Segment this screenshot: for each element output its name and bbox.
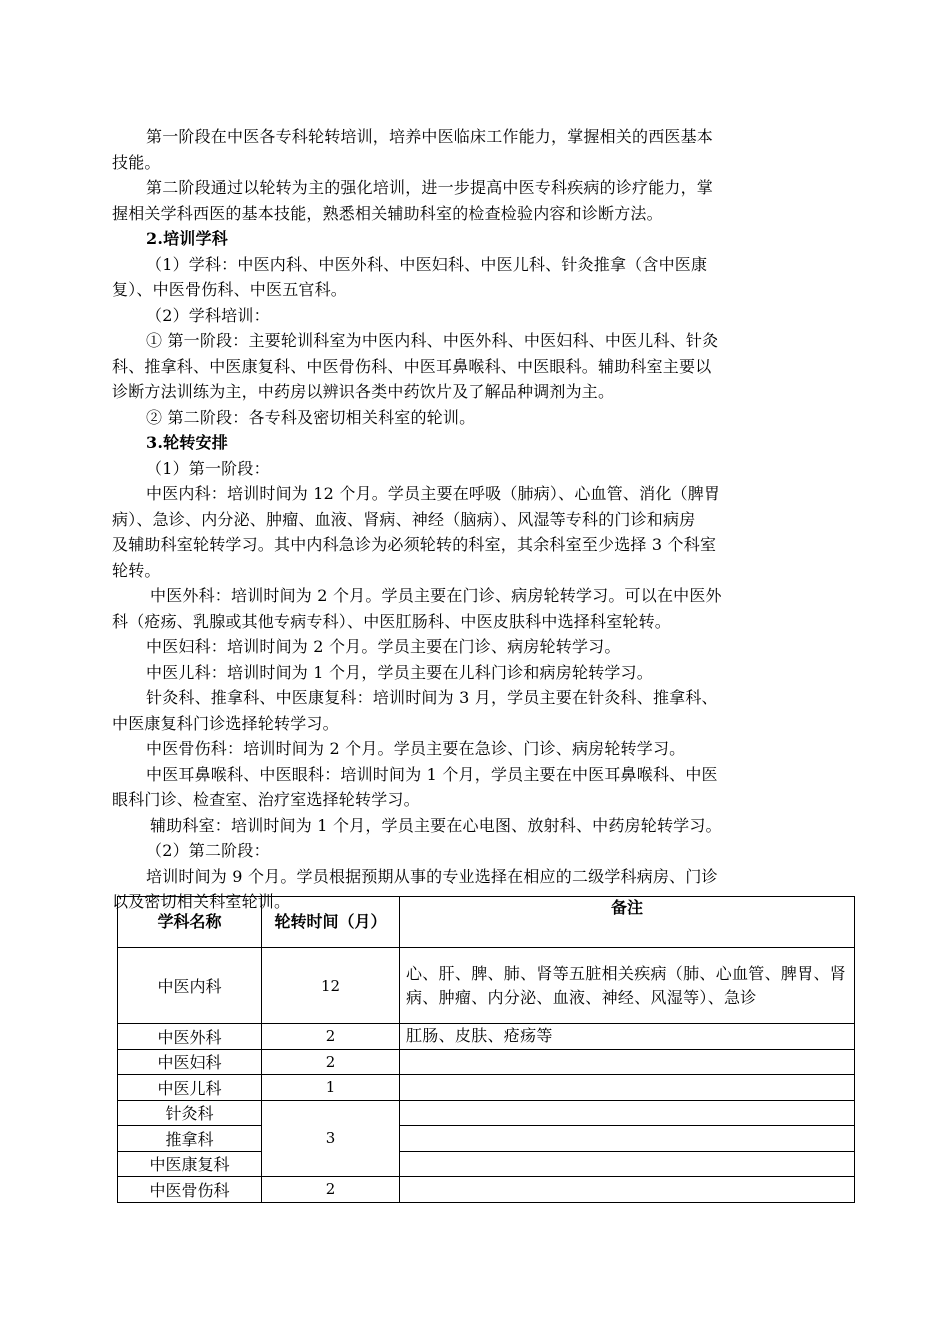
- section-heading: 2.培训学科: [146, 229, 228, 248]
- cell-notes: [400, 1126, 855, 1152]
- paragraph-line: 中医外科：培训时间为 2 个月。学员主要在门诊、病房轮转学习。可以在中医外: [150, 586, 722, 605]
- cell-subject: 中医妇科: [118, 1049, 262, 1075]
- table-header-row: [118, 897, 855, 948]
- header-subject-name: 学科名称: [118, 897, 262, 948]
- paragraph-line: 复）、中医骨伤科、中医五官科。: [112, 280, 348, 299]
- paragraph-line: ② 第二阶段：各专科及密切相关科室的轮训。: [146, 407, 476, 427]
- paragraph-line: 中医儿科：培训时间为 1 个月，学员主要在儿科门诊和病房轮转学习。: [146, 662, 653, 682]
- table-row: [118, 1049, 855, 1075]
- paragraph-line: 握相关学科西医的基本技能，熟悉相关辅助科室的检查检验内容和诊断方法。: [112, 203, 663, 223]
- section-heading: 3.轮转安排: [146, 433, 228, 452]
- cell-subject: 针灸科: [118, 1100, 262, 1126]
- paragraph-line: （2）学科培训：: [146, 305, 270, 325]
- header-notes: 备注: [400, 897, 855, 948]
- paragraph-line: 诊断方法训练为主，中药房以辨识各类中药饮片及了解品种调剂为主。: [112, 382, 615, 401]
- paragraph-line: 中医内科：培训时间为 12 个月。学员主要在呼吸（肺病）、心血管、消化（脾胃: [146, 484, 721, 503]
- rotation-table: [117, 896, 855, 1203]
- paragraph-line: （2）第二阶段：: [146, 841, 270, 860]
- cell-notes: [400, 1100, 855, 1126]
- cell-subject: 中医骨伤科: [118, 1177, 262, 1203]
- table-row: [118, 1126, 855, 1152]
- paragraph-line: 技能。: [112, 152, 161, 172]
- table-row: [118, 1024, 855, 1050]
- cell-months: 12: [262, 948, 400, 1024]
- paragraph-line: 辅助科室：培训时间为 1 个月，学员主要在心电图、放射科、中药房轮转学习。: [150, 815, 722, 835]
- cell-months: 3: [262, 1100, 400, 1177]
- paragraph-line: 及辅助科室轮转学习。其中内科急诊为必须轮转的科室，其余科室至少选择 3 个科室: [112, 535, 717, 554]
- paragraph-line: ① 第一阶段：主要轮训科室为中医内科、中医外科、中医妇科、中医儿科、针灸: [146, 331, 719, 350]
- cell-months: 1: [262, 1075, 400, 1101]
- cell-subject: 中医外科: [118, 1024, 262, 1050]
- cell-months: 2: [262, 1049, 400, 1075]
- paragraph-line: 中医康复科门诊选择轮转学习。: [112, 713, 339, 733]
- cell-notes: 肛肠、皮肤、疮疡等: [400, 1024, 855, 1050]
- paragraph-line: 中医妇科：培训时间为 2 个月。学员主要在门诊、病房轮转学习。: [146, 637, 621, 656]
- cell-months: 2: [262, 1024, 400, 1050]
- cell-subject: 中医儿科: [118, 1075, 262, 1101]
- header-rotation-time: 轮转时间（月）: [262, 897, 400, 948]
- paragraph-line: 科、推拿科、中医康复科、中医骨伤科、中医耳鼻喉科、中医眼科。辅助科室主要以: [112, 356, 712, 376]
- paragraph-line: 病）、急诊、内分泌、肿瘤、血液、肾病、神经（脑病）、风湿等专科的门诊和病房: [112, 509, 696, 529]
- paragraph-line: （1）学科：中医内科、中医外科、中医妇科、中医儿科、针灸推拿（含中医康: [146, 254, 708, 274]
- cell-subject: 中医康复科: [118, 1151, 262, 1177]
- document-body: [112, 124, 834, 915]
- paragraph-line: 以及密切相关科室轮训。: [112, 892, 291, 911]
- cell-notes: [400, 1075, 855, 1101]
- paragraph-line: 科（疮疡、乳腺或其他专病专科）、中医肛肠科、中医皮肤科中选择科室轮转。: [112, 611, 672, 631]
- table-row: [118, 948, 855, 1024]
- cell-subject: 中医内科: [118, 948, 262, 1024]
- paragraph-line: （1）第一阶段：: [146, 458, 270, 478]
- cell-notes: 心、肝、脾、肺、肾等五脏相关疾病（肺、心血管、脾胃、肾病、肿瘤、内分泌、血液、神经、风湿等）、急诊: [400, 948, 855, 1024]
- paragraph-line: 第二阶段通过以轮转为主的强化培训，进一步提高中医专科疾病的诊疗能力，掌: [146, 178, 714, 197]
- paragraph-line: 中医骨伤科：培训时间为 2 个月。学员主要在急诊、门诊、病房轮转学习。: [146, 739, 686, 758]
- paragraph-line: 轮转。: [112, 560, 161, 580]
- paragraph-line: 第一阶段在中医各专科轮转培训，培养中医临床工作能力，掌握相关的西医基本: [146, 127, 714, 146]
- cell-months: 2: [262, 1177, 400, 1203]
- table-row: [118, 1177, 855, 1203]
- paragraph-line: 中医耳鼻喉科、中医眼科：培训时间为 1 个月，学员主要在中医耳鼻喉科、中医: [146, 764, 718, 784]
- table-row: [118, 1100, 855, 1126]
- cell-subject: 推拿科: [118, 1126, 262, 1152]
- cell-notes: [400, 1177, 855, 1203]
- table-row: [118, 1151, 855, 1177]
- table-row: [118, 1075, 855, 1101]
- paragraph-line: 培训时间为 9 个月。学员根据预期从事的专业选择在相应的二级学科病房、门诊: [146, 866, 718, 886]
- paragraph-line: 眼科门诊、检查室、治疗室选择轮转学习。: [112, 790, 420, 809]
- paragraph-line: 针灸科、推拿科、中医康复科：培训时间为 3 月，学员主要在针灸科、推拿科、: [146, 688, 718, 707]
- cell-notes: [400, 1151, 855, 1177]
- cell-notes: [400, 1049, 855, 1075]
